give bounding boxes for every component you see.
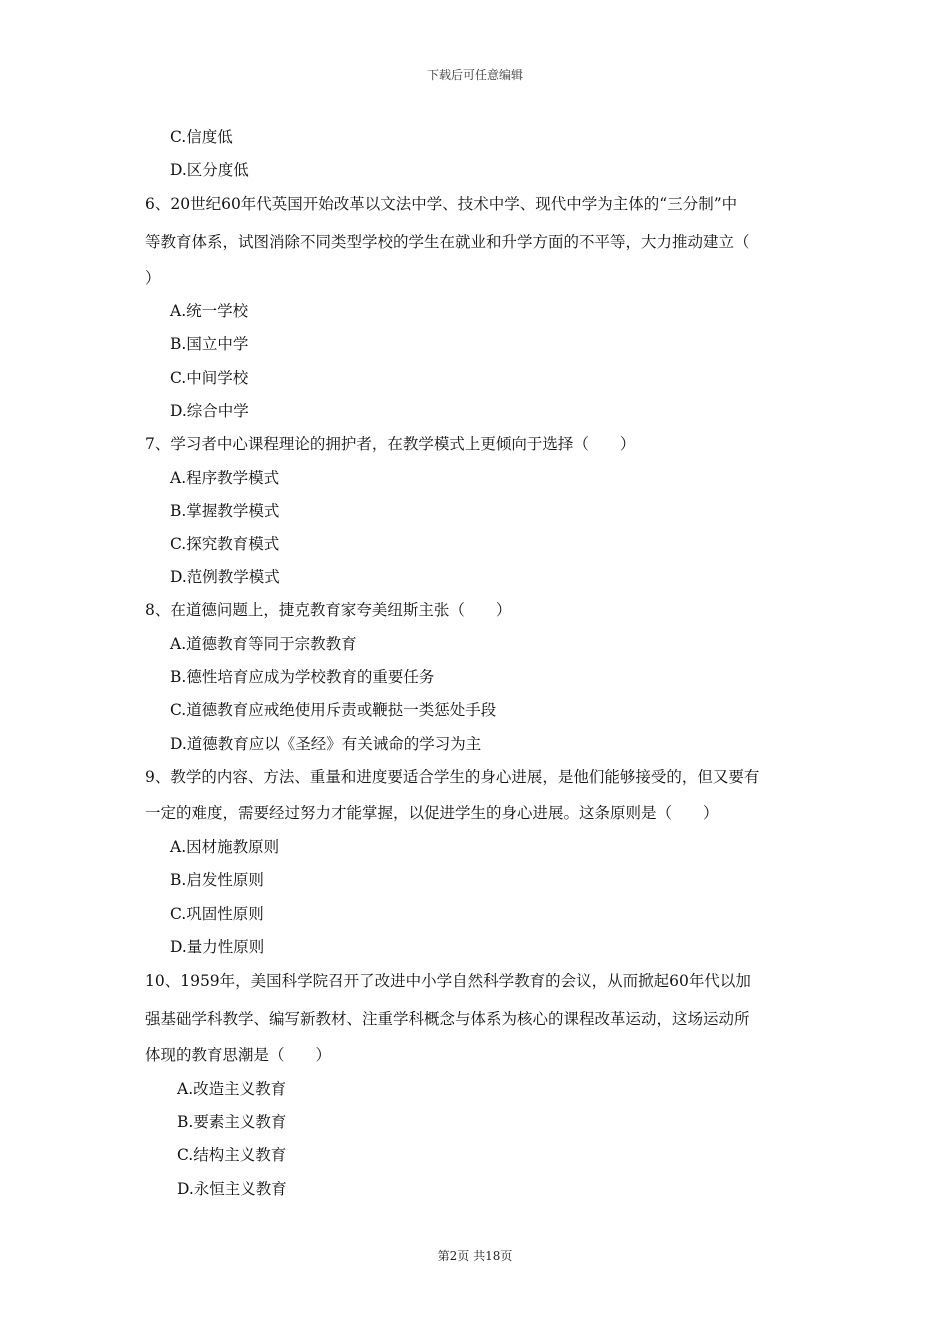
question-9: 9、教学的内容、方法、重量和进度要适合学生的身心进展，是他们能够接受的，但又要有 — [145, 768, 760, 786]
option-10a: A.改造主义教育 — [177, 1080, 287, 1098]
option-6d: D.综合中学 — [170, 402, 249, 420]
option-10b: B.要素主义教育 — [177, 1113, 287, 1131]
question-10: 10、1959年，美国科学院召开了改进中小学自然科学教育的会议，从而掀起60年代以加 — [145, 972, 751, 990]
option-7c: C.探究教育模式 — [170, 535, 280, 553]
option-9d: D.量力性原则 — [170, 938, 265, 956]
option-6b: B.国立中学 — [170, 335, 249, 353]
question-9-cont: 一定的难度，需要经过努力才能掌握，以促进学生的身心进展。这条原则是（ ） — [145, 804, 719, 822]
option-9c: C.巩固性原则 — [170, 905, 264, 923]
option-5d: D.区分度低 — [170, 161, 249, 179]
option-6c: C.中间学校 — [170, 369, 249, 387]
option-10c: C.结构主义教育 — [177, 1146, 287, 1164]
question-6-cont2: ） — [145, 269, 161, 287]
option-9b: B.启发性原则 — [170, 871, 264, 889]
question-10-cont: 强基础学科教学、编写新教材、注重学科概念与体系为核心的课程改革运动，这场运动所 — [145, 1010, 750, 1028]
question-8: 8、在道德问题上，捷克教育家夸美纽斯主张（ ） — [145, 601, 512, 619]
option-6a: A.统一学校 — [170, 302, 249, 320]
page-footer: 第2页 共18页 — [437, 1249, 513, 1263]
option-8d: D.道德教育应以《圣经》有关诫命的学习为主 — [170, 735, 482, 753]
option-7d: D.范例教学模式 — [170, 568, 280, 586]
question-6: 6、20世纪60年代英国开始改革以文法中学、技术中学、现代中学为主体的“三分制”中 — [145, 195, 738, 213]
question-6-cont: 等教育体系，试图消除不同类型学校的学生在就业和升学方面的不平等，大力推动建立（ — [145, 233, 750, 251]
option-8b: B.德性培育应成为学校教育的重要任务 — [170, 668, 435, 686]
page-header: 下载后可任意编辑 — [426, 68, 523, 82]
option-5c: C.信度低 — [170, 128, 233, 146]
option-7a: A.程序教学模式 — [170, 469, 280, 487]
option-10d: D.永恒主义教育 — [177, 1180, 287, 1198]
question-7: 7、学习者中心课程理论的拥护者，在教学模式上更倾向于选择（ ） — [145, 435, 636, 453]
option-7b: B.掌握教学模式 — [170, 502, 280, 520]
option-8a: A.道德教育等同于宗教教育 — [170, 635, 357, 653]
option-8c: C.道德教育应戒绝使用斥责或鞭挞一类惩处手段 — [170, 701, 497, 719]
option-9a: A.因材施教原则 — [170, 838, 280, 856]
question-10-cont2: 体现的教育思潮是（ ） — [145, 1046, 332, 1064]
